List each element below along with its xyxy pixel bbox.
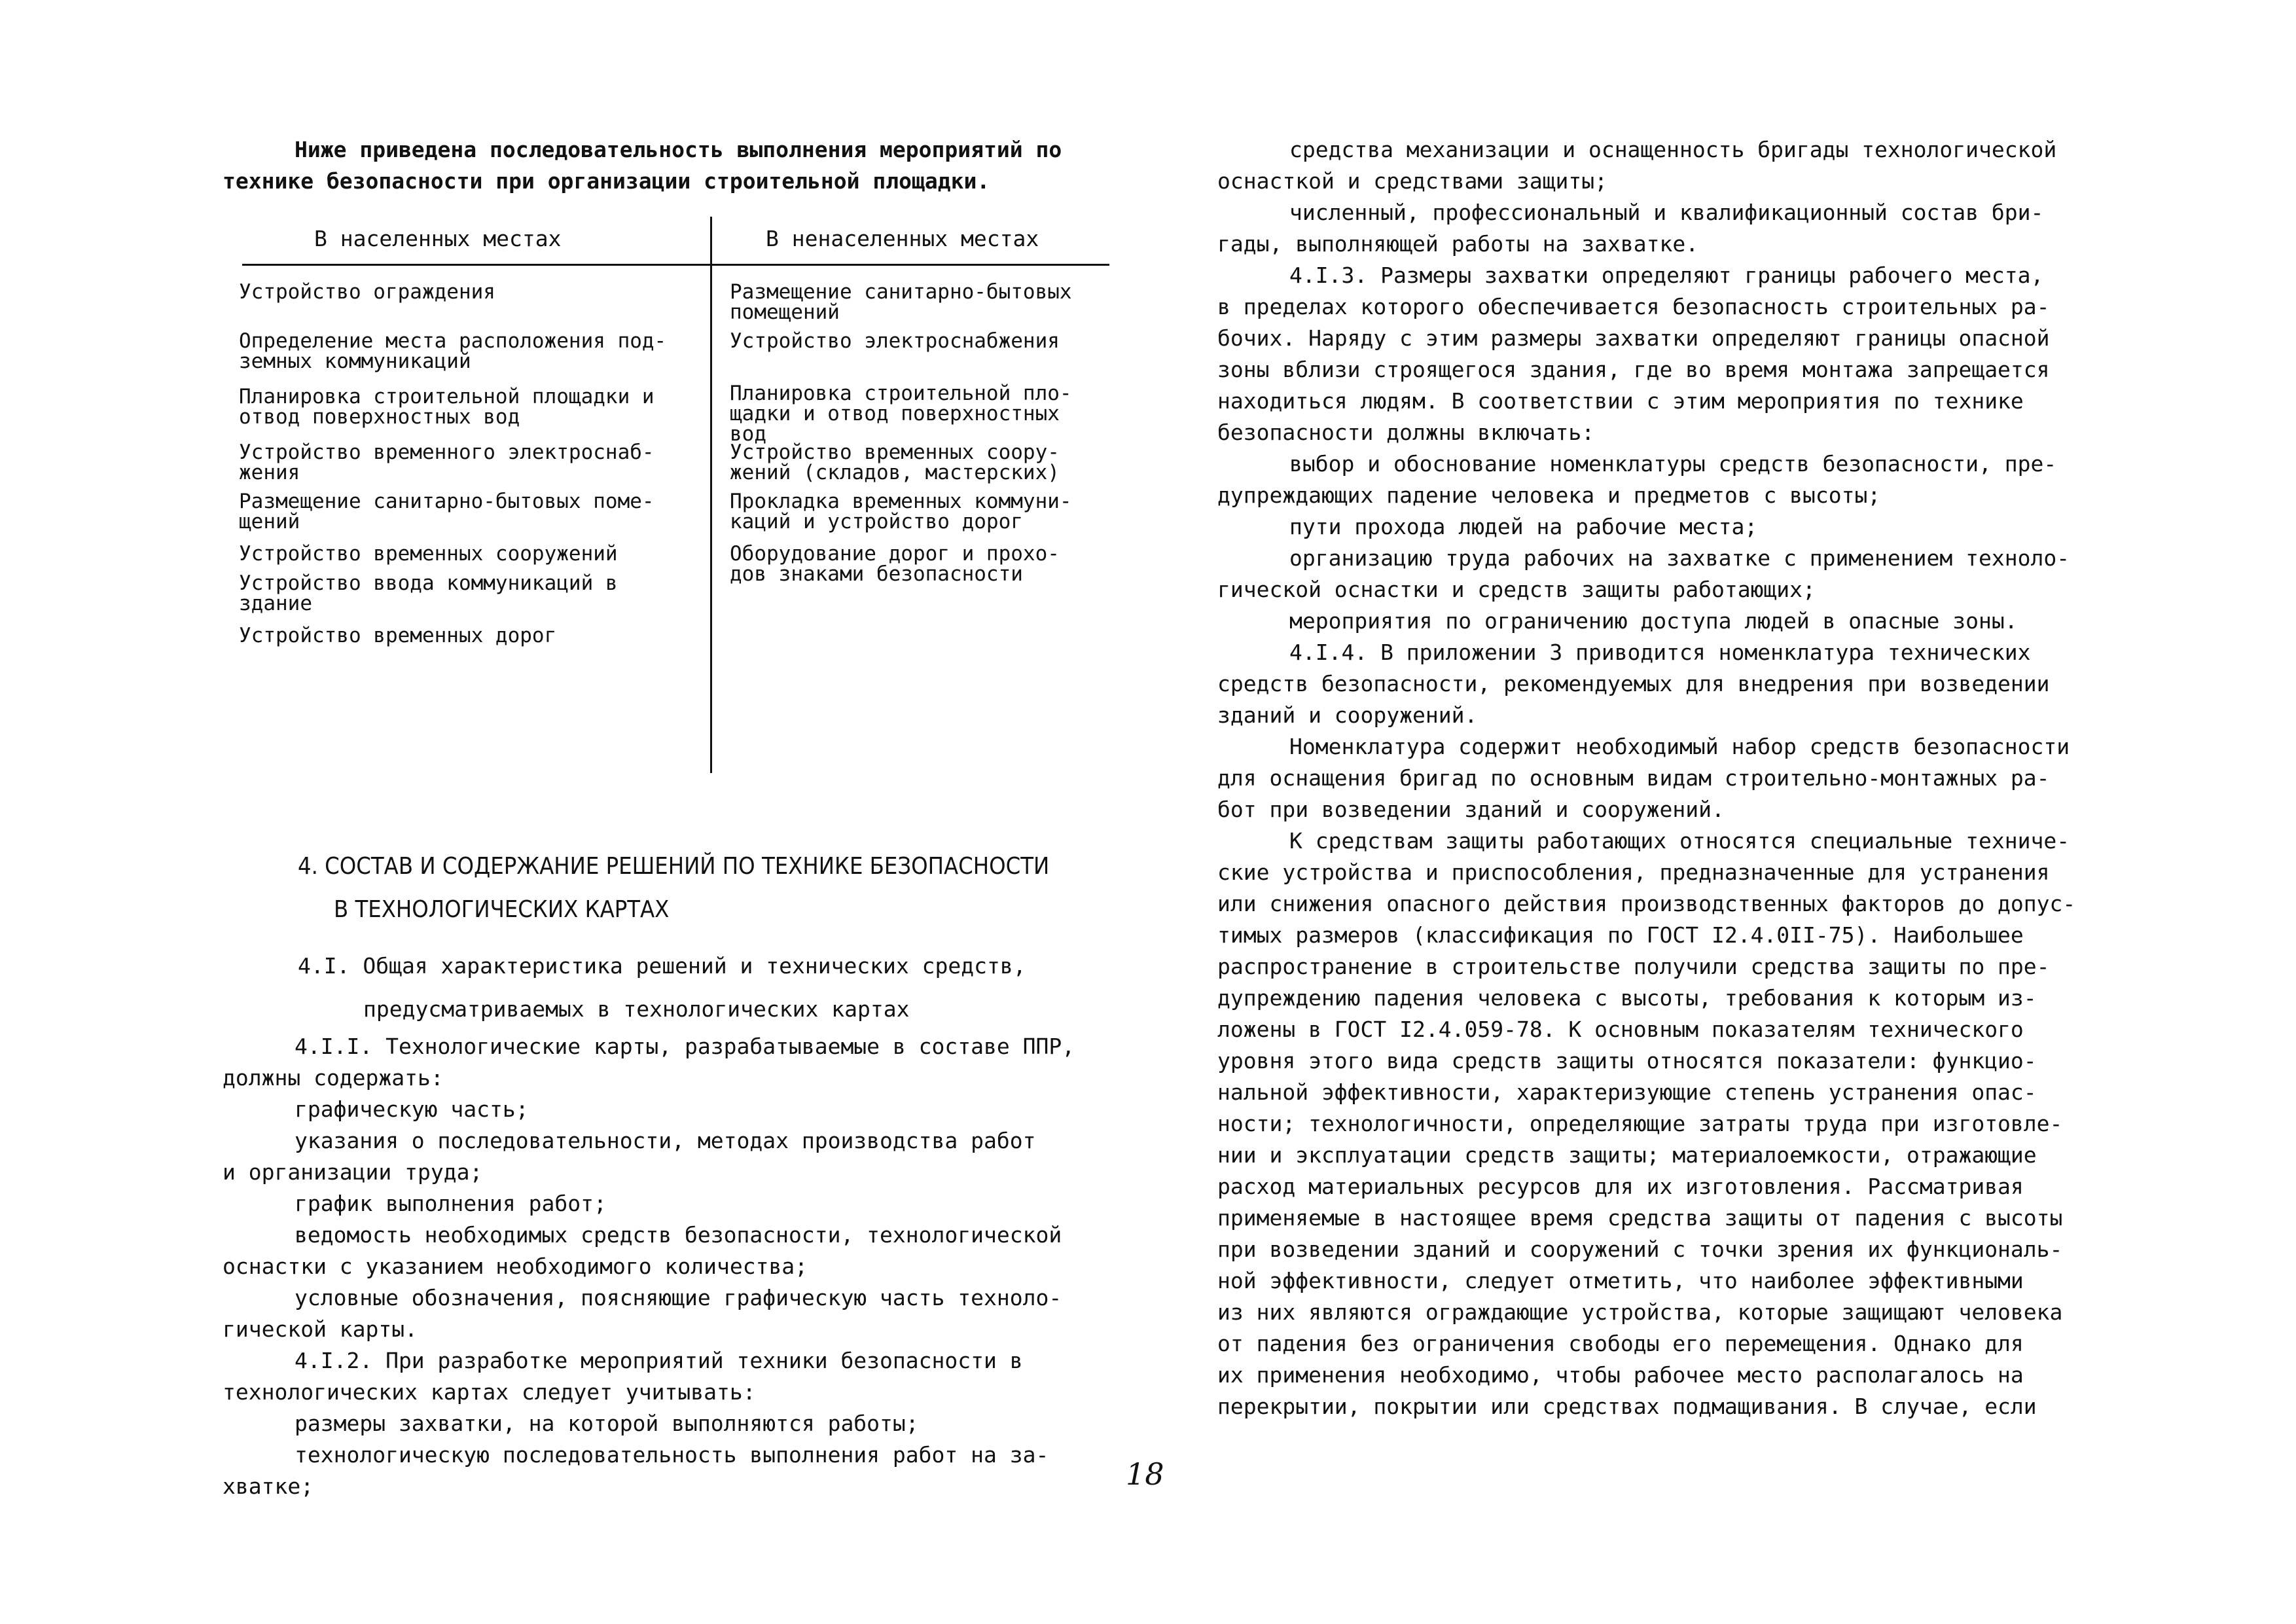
table-cell-line: Устройство ввода коммуникаций в <box>239 571 618 595</box>
text-line: от падения без ограничения свободы его перемещения. Однако для <box>1217 1331 2024 1356</box>
text-line: гической карты. <box>223 1316 418 1342</box>
text-line: 4.I.I. Технологические карты, разрабатываемые в составе ППР, <box>295 1034 1075 1059</box>
left-column <box>223 134 1113 1502</box>
text-line: гады, выполняющей работы на захватке. <box>1217 231 1699 257</box>
right-body-text <box>1217 134 2081 1422</box>
table-header-unpopulated: В ненаселенных местах <box>766 226 1039 251</box>
text-line: оснастки с указанием необходимого количества; <box>223 1254 808 1279</box>
table-cell-line: Устройство ограждения <box>239 280 495 304</box>
text-line: указания о последовательности, методах производства работ <box>295 1128 1036 1153</box>
text-line: средств безопасности, рекомендуемых для внедрения при возведении <box>1217 671 2050 696</box>
text-line: тимых размеров (классификация по ГОСТ I2.4.0II-75). Наибольшее <box>1217 922 2024 948</box>
text-line: ведомость необходимых средств безопасности, технологической <box>295 1222 1062 1248</box>
table-cell <box>730 331 1060 352</box>
text-line: их применения необходимо, чтобы рабочее место располагалось на <box>1217 1362 2024 1388</box>
text-line: перекрытии, покрытии или средствах подмащивания. В случае, если <box>1217 1394 2037 1419</box>
table-column-divider <box>710 217 712 773</box>
text-line: 4.I.4. В приложении 3 приводится номенклатура технических <box>1289 640 2031 665</box>
text-line: выбор и обоснование номенклатуры средств безопасности, пре- <box>1289 451 2057 477</box>
table-cell <box>730 384 1072 444</box>
table-cell-line: Устройство временных сооружений <box>239 542 618 566</box>
text-line: график выполнения работ; <box>295 1191 607 1216</box>
table-cell <box>239 331 666 372</box>
table-cell <box>239 492 655 532</box>
table-cell-line: жений (складов, мастерских) <box>730 461 1060 484</box>
page-number: 18 <box>1126 1456 1164 1492</box>
text-line: в пределах которого обеспечивается безопасность строительных ра- <box>1217 294 2050 319</box>
text-line: распространение в строительстве получили средства защиты по пре- <box>1217 954 2050 979</box>
table-cell-line: Оборудование дорог и прохо- <box>730 542 1060 566</box>
text-line: при возведении зданий и сооружений с точки зрения их функциональ- <box>1217 1236 2063 1262</box>
table-cell-line: каций и устройство дорог <box>730 510 1023 533</box>
table-cell-line: дов знаками безопасности <box>730 562 1023 586</box>
text-line: зоны вблизи строящегося здания, где во время монтажа запрещается <box>1217 357 2050 382</box>
table-header-divider <box>242 264 1109 266</box>
text-line: К средствам защиты работающих относятся специальные техниче- <box>1289 828 2070 854</box>
table-cell <box>730 544 1060 585</box>
text-line: расход материальных ресурсов для их изготовления. Рассматривая <box>1217 1174 2024 1199</box>
text-line: Номенклатура содержит необходимый набор средств безопасности <box>1289 734 2070 759</box>
section-title: 4. СОСТАВ И СОДЕРЖАНИЕ РЕШЕНИЙ ПО ТЕХНИКЕ БЕЗОПАСНОСТИ <box>298 853 1050 880</box>
table-cell-line: щений <box>239 510 300 533</box>
text-line: технологических картах следует учитывать: <box>223 1379 756 1405</box>
text-line: из них являются ограждающие устройства, которые защищают человека <box>1217 1299 2063 1325</box>
table-cell-line: Устройство временных дорог <box>239 624 557 647</box>
text-line: зданий и сооружений. <box>1217 702 1478 728</box>
table-cell <box>239 626 556 646</box>
text-line: или снижения опасного действия производственных факторов до допус- <box>1217 891 2076 916</box>
section-title-cont: В ТЕХНОЛОГИЧЕСКИХ КАРТАХ <box>334 896 670 923</box>
measures-table <box>223 217 1113 780</box>
table-cell-line: Устройство электроснабжения <box>730 329 1060 353</box>
table-cell-line: Размещение санитарно-бытовых <box>730 280 1072 304</box>
table-cell-line: Размещение санитарно-бытовых поме- <box>239 490 655 513</box>
intro-line: технике безопасности при организации строительной площадки. <box>223 168 990 194</box>
text-line: применяемые в настоящее время средства защиты от падения с высоты <box>1217 1205 2063 1231</box>
text-line: ские устройства и приспособления, предназначенные для устранения <box>1217 859 2050 885</box>
intro-paragraph <box>223 134 1113 197</box>
text-line: 4.I.3. Размеры захватки определяют границы рабочего места, <box>1289 262 2044 288</box>
table-header-populated: В населенных местах <box>314 226 562 251</box>
table-cell <box>239 387 655 427</box>
table-cell-line: здание <box>239 592 312 615</box>
table-cell <box>730 492 1072 532</box>
table-cell-line: земных коммуникаций <box>239 350 471 373</box>
text-line: оснасткой и средствами защиты; <box>1217 168 1608 194</box>
table-cell <box>239 573 618 614</box>
text-line: организацию труда рабочих на захватке с применением техноло- <box>1289 545 2070 571</box>
subsection-title-cont: предусматриваемых в технологических картах <box>363 996 910 1022</box>
table-cell-line: Устройство временного электроснаб- <box>239 441 655 464</box>
table-cell-line: Определение места расположения под- <box>239 329 667 353</box>
table-cell <box>730 282 1072 323</box>
table-cell <box>239 442 655 483</box>
table-cell <box>239 282 495 302</box>
text-line: мероприятия по ограничению доступа людей в опасные зоны. <box>1289 608 2018 634</box>
table-cell <box>239 544 618 564</box>
text-line: безопасности должны включать: <box>1217 420 1595 445</box>
text-line: условные обозначения, поясняющие графическую часть техноло- <box>295 1285 1062 1310</box>
text-line: размеры захватки, на которой выполняются работы; <box>295 1411 919 1436</box>
text-line: дупреждению падения человека с высоты, требования к которым из- <box>1217 985 2037 1011</box>
subsection-title: 4.I. Общая характеристика решений и технических средств, <box>298 953 1026 979</box>
text-line: пути прохода людей на рабочие места; <box>1289 514 1758 539</box>
text-line: 4.I.2. При разработке мероприятий техники безопасности в <box>295 1348 1023 1373</box>
text-line: численный, профессиональный и квалификационный состав бри- <box>1289 200 2044 225</box>
text-line: ности; технологичности, определяющие затраты труда при изготовле- <box>1217 1111 2063 1136</box>
table-cell-line: жения <box>239 461 300 484</box>
text-line: бочих. Наряду с этим размеры захватки определяют границы опасной <box>1217 325 2050 351</box>
text-line: находиться людям. В соответствии с этим мероприятия по технике <box>1217 388 2024 414</box>
text-line: хватке; <box>223 1473 314 1499</box>
text-line: графическую часть; <box>295 1096 529 1122</box>
text-line: должны содержать: <box>223 1065 444 1091</box>
table-cell-line: отвод поверхностных вод <box>239 405 520 429</box>
text-line: для оснащения бригад по основным видам строительно-монтажных ра- <box>1217 765 2050 791</box>
text-line: средства механизации и оснащенность бригады технологической <box>1289 137 2057 162</box>
table-cell-line: Планировка строительной пло- <box>730 382 1072 405</box>
table-cell-line: помещений <box>730 300 840 324</box>
text-line: дупреждающих падение человека и предметов с высоты; <box>1217 482 1881 508</box>
left-body-text <box>223 1031 1113 1502</box>
table-cell-line: Устройство временных соору- <box>730 441 1060 464</box>
table-cell <box>730 442 1060 483</box>
text-line: ной эффективности, следует отметить, что наиболее эффективными <box>1217 1268 2024 1293</box>
table-cell-line: Прокладка временных коммуни- <box>730 490 1072 513</box>
text-line: уровня этого вида средств защиты относятся показатели: функцио- <box>1217 1048 2037 1074</box>
right-column <box>1217 134 2081 1422</box>
text-line: нальной эффективности, характеризующие степень устранения опас- <box>1217 1079 2037 1105</box>
table-cell-line: Планировка строительной площадки и <box>239 385 655 408</box>
text-line: ложены в ГОСТ I2.4.059-78. К основным показателям технического <box>1217 1017 2024 1042</box>
text-line: и организации труда; <box>223 1159 483 1185</box>
text-line: бот при возведении зданий и сооружений. <box>1217 797 1725 822</box>
table-cell-line: щадки и отвод поверхностных <box>730 402 1060 425</box>
intro-line: Ниже приведена последовательность выполнения мероприятий по <box>295 137 1062 162</box>
table-cell-line: вод <box>730 422 766 446</box>
text-line: технологическую последовательность выполнения работ на за- <box>295 1442 1049 1468</box>
text-line: гической оснастки и средств защиты работающих; <box>1217 577 1816 602</box>
text-line: нии и эксплуатации средств защиты; материалоемкости, отражающие <box>1217 1142 2037 1168</box>
